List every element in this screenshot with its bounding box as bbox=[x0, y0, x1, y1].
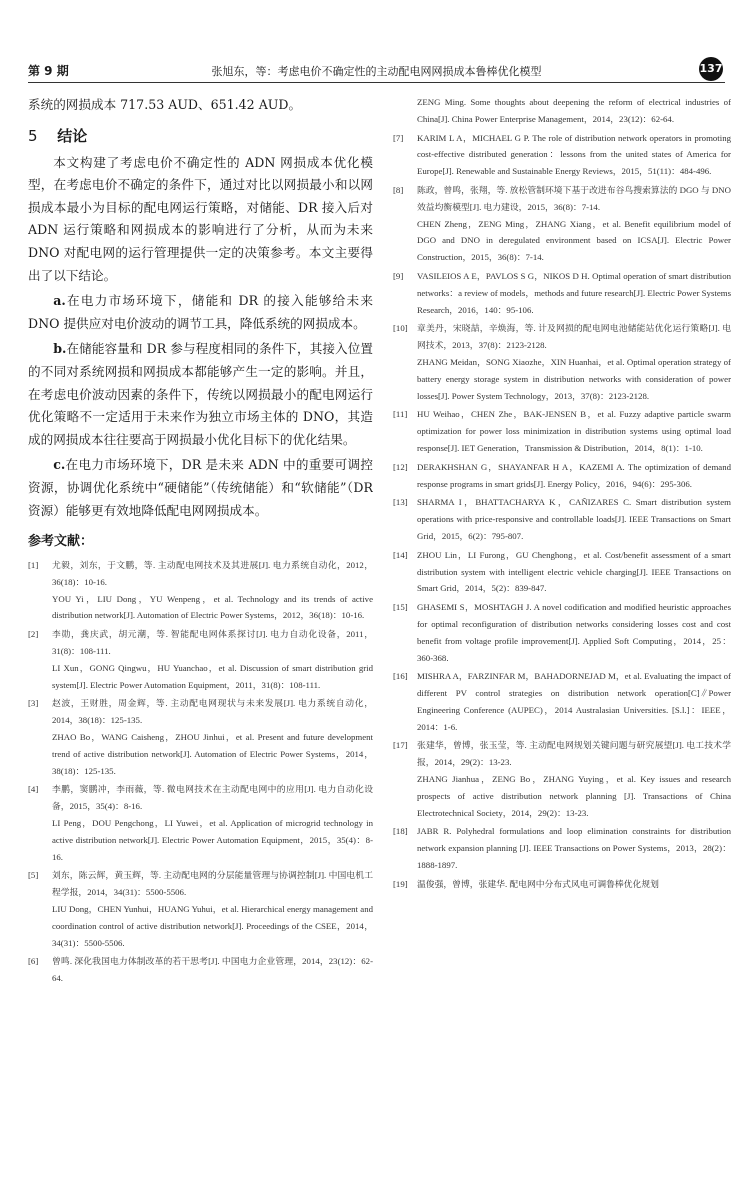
left-column bbox=[28, 94, 373, 1165]
reference-text: ZHANG Jianhua，ZENG Bo，ZHANG Yuying，et al. Key issues and research prospects of active distribution network planning [J]. Transactions of China Electrotechnical Society，2014，29(2)：13-23. bbox=[417, 774, 731, 818]
reference-item bbox=[28, 867, 373, 951]
reference-item bbox=[28, 557, 373, 624]
conclusion-c-text: 在电力市场环境下，DR 是未来 ADN 中的重要可调控资源，协调优化系统中“硬储能”（传统储能）和“软储能”（DR 资源）能够更有效地降低配电网网损成本。 bbox=[28, 457, 373, 518]
reference-text: YOU Yi，LIU Dong，YU Wenpeng，et al. Technology and its trends of active distribution network[J]. Automation of Electric Power Systems，2012，36(18)：10-16. bbox=[52, 593, 373, 621]
reference-item bbox=[393, 94, 731, 128]
reference-text: 曾鸣. 深化我国电力体制改革的若干思考[J]. 中国电力企业管理，2014，23(12)：62-64. bbox=[52, 956, 373, 984]
reference-text: 刘东，陈云辉，黄玉辉，等. 主动配电网的分层能量管理与协调控制[J]. 中国电机工程学报，2014，34(31)：5500-5506. bbox=[52, 870, 373, 898]
reference-number: [9] bbox=[393, 270, 404, 281]
reference-text: 赵波，王财胜，周金辉，等. 主动配电网现状与未来发展[J]. 电力系统自动化，2014，38(18)：125-135. bbox=[52, 698, 373, 726]
reference-number: [16] bbox=[393, 671, 408, 682]
conclusion-intro: 本文构建了考虑电价不确定性的 ADN 网损成本优化模型，在考虑电价不确定的条件下，通过对比以网损最小和以网损成本最小为目标的配电网运行策略，对储能、DR 接入后对 ADN 运行策略和网损成本的影响进行了分析，从而为未来 DNO 对配电网的运行管理提供一定的决策参考。本文主要得出了以下结论。 bbox=[28, 154, 373, 283]
conclusion-a-label: a. bbox=[53, 293, 66, 309]
reference-number: [11] bbox=[393, 409, 408, 420]
reference-number: [4] bbox=[28, 784, 39, 795]
reference-item bbox=[28, 626, 373, 693]
reference-item bbox=[28, 781, 373, 865]
page-header bbox=[28, 60, 725, 83]
reference-number: [14] bbox=[393, 549, 408, 560]
reference-item bbox=[393, 823, 731, 873]
reference-item bbox=[393, 268, 731, 318]
reference-number: [7] bbox=[393, 132, 404, 143]
conclusion-c-label: c. bbox=[53, 457, 66, 473]
section-title: 结论 bbox=[57, 126, 88, 145]
conclusion-a-text: 在电力市场环境下，储能和 DR 的接入能够给未来 DNO 提供应对电价波动的调节工具，降低系统的网损成本。 bbox=[28, 293, 373, 331]
reference-text: 章美丹，宋晓喆，辛焕海，等. 计及网损的配电网电池储能站优化运行策略[J]. 电网技术，2013，37(8)：2123-2128. bbox=[417, 323, 731, 351]
reference-text: LI Xun，GONG Qingwu，HU Yuanchao，et al. Discussion of smart distribution grid system[J]. Electric Power Automation Equipment，2011，31(8)：108-111. bbox=[52, 662, 373, 690]
reference-item bbox=[393, 406, 731, 456]
reference-text: KARIM L A，MICHAEL G P. The role of distribution network operators in promoting cost-effective distributed generation：lessons from the united states of America for Europe[J]. Renewable and Sustainable Energy Reviews，2015，51(11)：484-496. bbox=[417, 132, 731, 177]
reference-text: 李勋，龚庆武，胡元潮，等. 智能配电网体系探讨[J]. 电力自动化设备，2011，31(8)：108-111. bbox=[52, 629, 373, 657]
conclusion-b bbox=[28, 338, 373, 451]
conclusion-b-label: b. bbox=[53, 341, 67, 357]
reference-item bbox=[28, 953, 373, 987]
reference-number: [12] bbox=[393, 461, 408, 472]
reference-item bbox=[393, 320, 731, 404]
conclusion-b-text: 在储能容量和 DR 参与程度相同的条件下，其接入位置的不同对系统网损和网损成本都能够产生一定的影响。并且，在考虑电价波动因素的条件下，传统以网损最小的配电网运行优化策略不一定适用于未来作为独立市场主体的 DNO，其造成的网损成本往往要高于网损最小优化目标下的优化结果。 bbox=[28, 341, 373, 447]
reference-text: GHASEMI S，MOSHTAGH J. A novel codification and modified heuristic approaches for optimal reconfiguration of distribution networks considering losses cost and cost benefit from voltage profile improvement[J]. Applied Soft Computing，2014，25：360-368. bbox=[417, 602, 731, 663]
reference-number: [2] bbox=[28, 629, 39, 640]
reference-text: CHEN Zheng，ZENG Ming，ZHANG Xiang，et al. Benefit equilibrium model of DGO and DNO in deregulated environment based on ICSA[J]. Electric Power Construction，2015，36(8)：7-14. bbox=[417, 218, 731, 263]
page-number-badge: 137 bbox=[699, 57, 723, 81]
reference-item bbox=[393, 494, 731, 544]
reference-number: [19] bbox=[393, 878, 408, 889]
conclusion-a bbox=[28, 290, 373, 335]
reference-number: [6] bbox=[28, 956, 39, 967]
reference-item bbox=[393, 668, 731, 735]
reference-number: [3] bbox=[28, 698, 39, 709]
reference-text: 尤毅，刘东，于文鹏，等. 主动配电网技术及其进展[J]. 电力系统自动化，2012，36(18)：10-16. bbox=[52, 560, 373, 587]
reference-text: 陈政，曾鸣，张翔，等. 放松管制环境下基于改进布谷鸟搜索算法的 DGO 与 DNO 效益均衡模型[J]. 电力建设，2015，36(8)：7-14. bbox=[417, 184, 731, 212]
reference-number: [17] bbox=[393, 740, 408, 751]
references-list-left bbox=[28, 557, 373, 987]
reference-text: ZENG Ming. Some thoughts about deepening the reform of electrical industries of China[J]. China Power Enterprise Management，2014，23(12)：62-64. bbox=[417, 97, 731, 124]
reference-item bbox=[393, 737, 731, 821]
reference-number: [8] bbox=[393, 184, 404, 195]
reference-number: [5] bbox=[28, 870, 39, 881]
references-heading: 参考文献： bbox=[28, 534, 94, 550]
reference-item bbox=[393, 599, 731, 666]
reference-text: 温俊强，曾博，张建华. 配电网中分布式风电可调鲁棒优化规划 bbox=[417, 878, 659, 889]
reference-number: [13] bbox=[393, 497, 408, 508]
references-list-right bbox=[393, 94, 731, 893]
reference-item bbox=[28, 695, 373, 779]
running-title: 张旭东，等：考虑电价不确定性的主动配电网网损成本鲁棒优化模型 bbox=[211, 65, 542, 78]
reference-text: SHARMA I，BHATTACHARYA K，CAÑIZARES C. Smart distribution system operations with price-responsive and controllable loads[J]. IEEE Transactions on Smart Grid，2015，6(2)：795-807. bbox=[417, 497, 731, 541]
reference-text: DERAKHSHAN G，SHAYANFAR H A，KAZEMI A. The optimization of demand response programs in smart grids[J]. Energy Policy，2016，94(6)：295-306. bbox=[417, 461, 731, 489]
lead-line: 系统的网损成本 717.53 AUD、651.42 AUD。 bbox=[28, 97, 302, 112]
section-number: 5 bbox=[28, 126, 38, 145]
reference-item bbox=[393, 876, 731, 893]
reference-text: 张建华，曾博，张玉莹，等. 主动配电网规划关键问题与研究展望[J]. 电工技术学报，2014，29(2)：13-23. bbox=[417, 740, 731, 768]
right-column bbox=[393, 94, 731, 1165]
issue-number: 第 9 期 bbox=[28, 64, 69, 78]
section-heading bbox=[28, 125, 373, 146]
reference-text: 李鹏，窦鹏冲，李雨薇，等. 微电网技术在主动配电网中的应用[J]. 电力自动化设备，2015，35(4)：8-16. bbox=[52, 784, 373, 812]
reference-number: [15] bbox=[393, 602, 408, 613]
reference-item bbox=[393, 459, 731, 493]
conclusion-c bbox=[28, 454, 373, 522]
reference-text: LI Peng，DOU Pengchong，LI Yuwei，et al. Application of microgrid technology in active distribution network[J]. Electric Power Automation Equipment，2015，35(4)：8-16. bbox=[52, 818, 373, 862]
reference-text: HU Weihao，CHEN Zhe，BAK-JENSEN B，et al. Fuzzy adaptive particle swarm optimization for power loss minimization in distribution systems using optimal load response[J]. IET Generation，Transmission & Distribution，2014，8(1)：1-10. bbox=[417, 409, 731, 453]
reference-text: JABR R. Polyhedral formulations and loop elimination constraints for distribution network expansion planning [J]. IEEE Transactions on Power Systems，2013，28(2)：1888-1897. bbox=[417, 826, 731, 871]
reference-text: ZHANG Meidan，SONG Xiaozhe，XIN Huanhai，et al. Optimal operation strategy of battery energy storage system in distribution networks with consideration of power losses[J]. Power System Technology，2013，37(8)：2123-2128. bbox=[417, 356, 731, 401]
reference-item bbox=[393, 182, 731, 266]
reference-item bbox=[393, 547, 731, 597]
reference-number: [10] bbox=[393, 323, 408, 334]
reference-text: LIU Dong，CHEN Yunhui，HUANG Yuhui，et al. Hierarchical energy management and coordination control of active distribution network[J]. Proceedings of the CSEE，2014，34(31)：5500-5506. bbox=[52, 904, 373, 948]
reference-number: [1] bbox=[28, 560, 39, 571]
reference-text: ZHAO Bo，WANG Caisheng，ZHOU Jinhui，et al. Present and future development trend of active distribution network[J]. Automation of Electric Power Systems，2014，38(18)：125-135. bbox=[52, 732, 373, 776]
reference-text: MISHRA A，FARZINFAR M，BAHADORNEJAD M，et al. Evaluating the impact of different PV control strategies on distribution network operation[C]∥Power Engineering Conference (AUPEC)，2014 Australasian Universities. [S.l.]：IEEE，2014：1-6. bbox=[417, 671, 731, 732]
reference-text: ZHOU Lin，LI Furong，GU Chenghong，et al. Cost/benefit assessment of a smart distribution system with intelligent electric vehicle charging[J]. IEEE Transactions on Smart Grid，2014，5(2)：839-847. bbox=[417, 549, 731, 594]
reference-text: VASILEIOS A E，PAVLOS S G，NIKOS D H. Optimal operation of smart distribution networks：a review of models，methods and future research[J]. Electric Power Systems Research，2016，140：95-106. bbox=[417, 270, 731, 315]
reference-number: [18] bbox=[393, 826, 408, 837]
reference-item bbox=[393, 130, 731, 180]
